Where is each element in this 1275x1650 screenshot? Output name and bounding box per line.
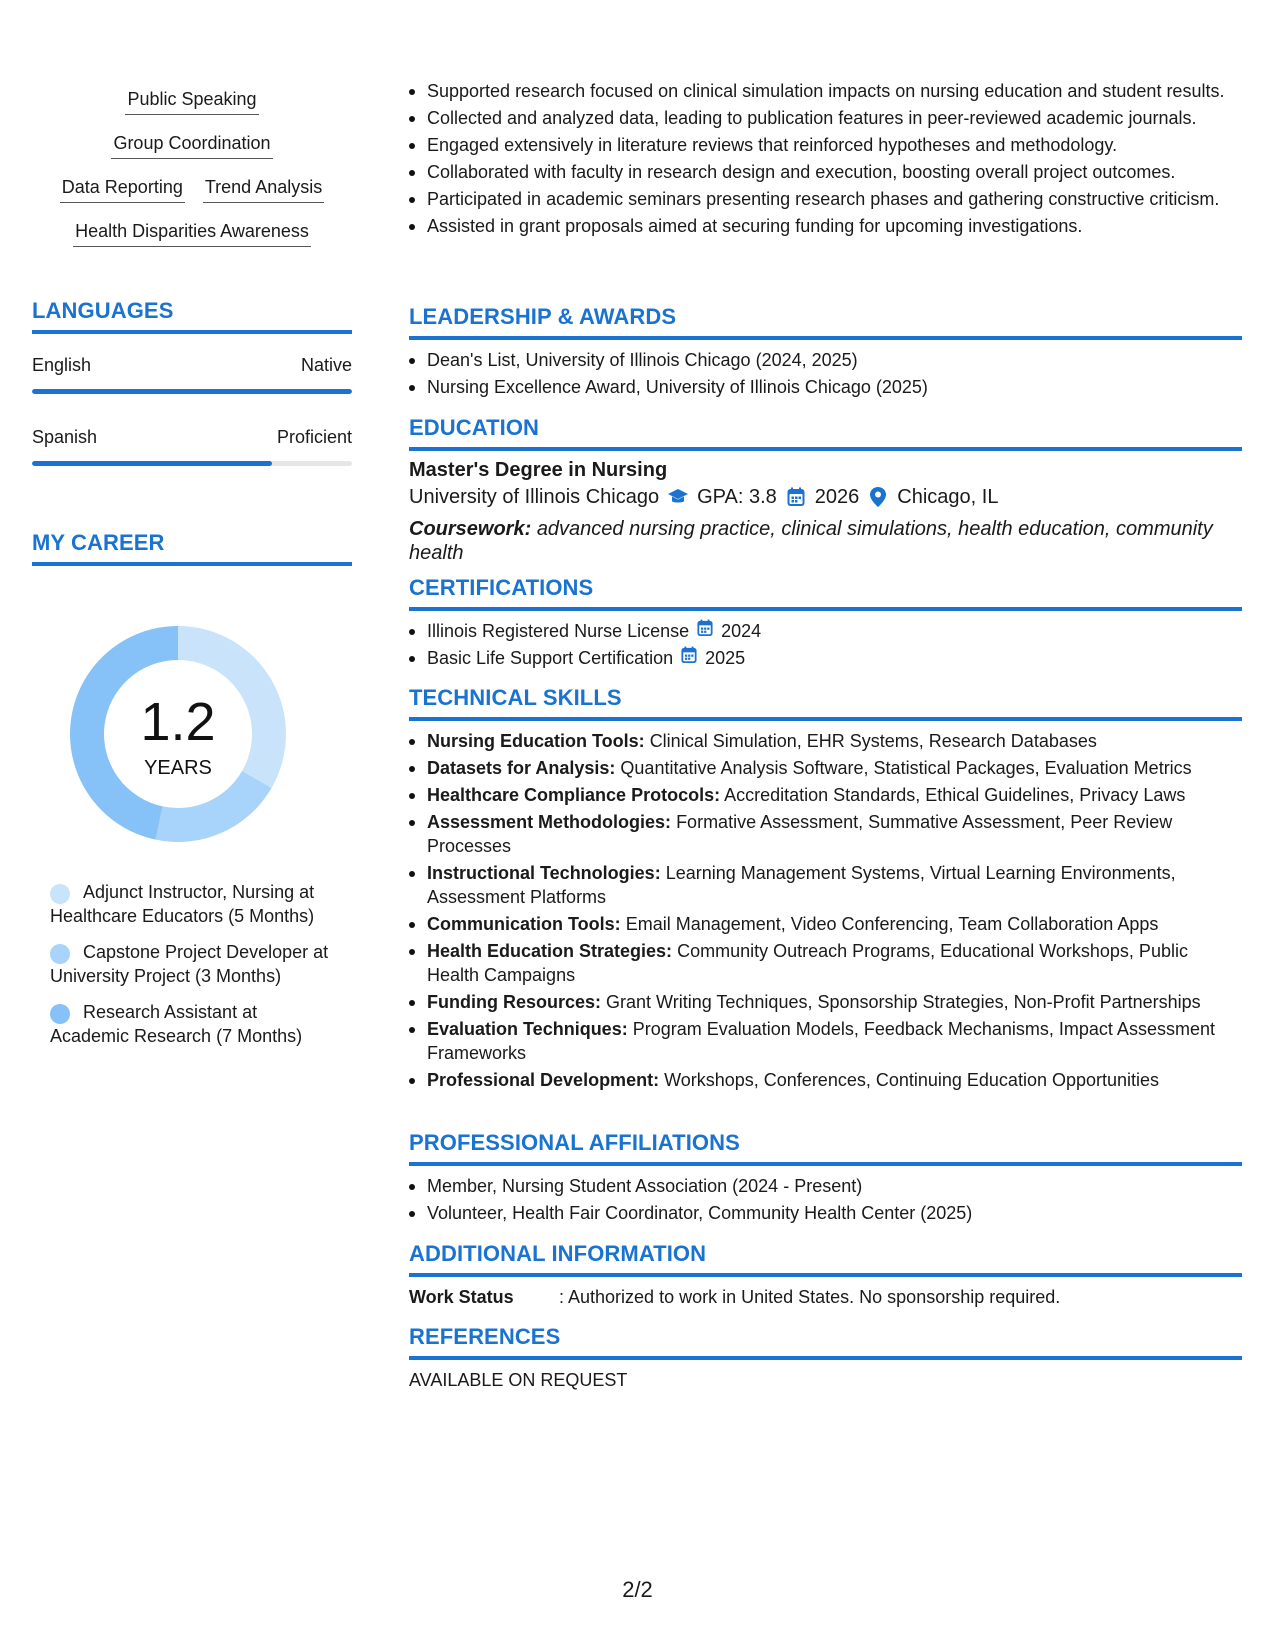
career-unit: YEARS bbox=[144, 757, 212, 779]
career-legend-item bbox=[50, 880, 330, 928]
list-item bbox=[427, 756, 1242, 780]
education-location: Chicago, IL bbox=[897, 486, 999, 508]
career-total: 1.2 bbox=[140, 692, 216, 752]
list-item: Member, Nursing Student Association (2024 - Present) bbox=[427, 1174, 1242, 1198]
coursework bbox=[409, 517, 1242, 565]
references-section bbox=[409, 1324, 1242, 1392]
section-title: ADDITIONAL INFORMATION bbox=[409, 1241, 707, 1266]
skill-values: Quantitative Analysis Software, Statistical Packages, Evaluation Metrics bbox=[620, 758, 1192, 778]
list-item: Collected and analyzed data, leading to publication features in peer-reviewed academic journals. bbox=[427, 106, 1242, 130]
section-title: MY CAREER bbox=[32, 530, 165, 555]
list-item: Collaborated with faculty in research design and execution, boosting overall project outcomes. bbox=[427, 160, 1242, 184]
additional-info-section bbox=[409, 1241, 1242, 1309]
certification-name: Illinois Registered Nurse License bbox=[427, 621, 690, 641]
section-divider bbox=[409, 1162, 1242, 1166]
skill-values: Clinical Simulation, EHR Systems, Research Databases bbox=[649, 731, 1097, 751]
coursework-text: advanced nursing practice, clinical simulations, health education, community health bbox=[409, 518, 1213, 564]
language-level-fill bbox=[32, 389, 352, 394]
list-item bbox=[427, 1068, 1242, 1092]
skill-values: Learning Management Systems, Virtual Learning Environments, Assessment Platforms bbox=[427, 863, 1176, 907]
section-divider bbox=[409, 1356, 1242, 1360]
skill-category: Nursing Education Tools: bbox=[427, 731, 645, 751]
skill-category: Assessment Methodologies: bbox=[427, 812, 672, 832]
section-title: PROFESSIONAL AFFILIATIONS bbox=[409, 1130, 740, 1155]
section-divider bbox=[409, 447, 1242, 451]
section-divider bbox=[409, 607, 1242, 611]
research-bullets bbox=[409, 79, 1242, 241]
education-section bbox=[409, 415, 1242, 565]
career-legend-item bbox=[50, 1000, 330, 1048]
certification-year: 2024 bbox=[721, 621, 762, 641]
language-level-bar bbox=[32, 461, 352, 466]
career-legend-item bbox=[50, 940, 330, 988]
languages-section bbox=[32, 298, 352, 466]
school-name: University of Illinois Chicago bbox=[409, 486, 660, 508]
section-divider bbox=[409, 717, 1242, 721]
references-text: AVAILABLE ON REQUEST bbox=[409, 1370, 628, 1390]
list-item: Supported research focused on clinical simulation impacts on nursing education and student results. bbox=[427, 79, 1242, 103]
section-divider bbox=[409, 336, 1242, 340]
graduation-year: 2026 bbox=[814, 486, 860, 508]
career-section-header bbox=[32, 530, 352, 566]
list-item bbox=[427, 810, 1242, 858]
skill-row bbox=[32, 130, 352, 159]
language-item bbox=[32, 354, 352, 394]
skill-category: Funding Resources: bbox=[427, 992, 602, 1012]
list-item bbox=[427, 939, 1242, 987]
skill-category: Evaluation Techniques: bbox=[427, 1019, 628, 1039]
list-item bbox=[427, 861, 1242, 909]
affiliations-section bbox=[409, 1130, 1242, 1228]
skill-row bbox=[32, 174, 352, 203]
list-item bbox=[427, 619, 1242, 643]
skill-values: Program Evaluation Models, Feedback Mechanisms, Impact Assessment Frameworks bbox=[427, 1019, 1215, 1063]
skill-category: Healthcare Compliance Protocols: bbox=[427, 785, 721, 805]
calendar-icon bbox=[785, 486, 807, 508]
list-item: Assisted in grant proposals aimed at securing funding for upcoming investigations. bbox=[427, 214, 1242, 238]
legend-dot bbox=[50, 1004, 70, 1024]
skill-values: Accreditation Standards, Ethical Guidelines, Privacy Laws bbox=[724, 785, 1186, 805]
location-pin-icon bbox=[867, 486, 889, 508]
list-item: Dean's List, University of Illinois Chicago (2024, 2025) bbox=[427, 348, 1242, 372]
section-divider bbox=[409, 1273, 1242, 1277]
skill-category: Communication Tools: bbox=[427, 914, 621, 934]
legend-dot bbox=[50, 944, 70, 964]
language-level: Native bbox=[300, 355, 352, 375]
skill-values: Workshops, Conferences, Continuing Education Opportunities bbox=[664, 1070, 1160, 1090]
skill-category: Datasets for Analysis: bbox=[427, 758, 616, 778]
calendar-icon bbox=[697, 619, 713, 643]
skill-values: Email Management, Video Conferencing, Team Collaboration Apps bbox=[625, 914, 1159, 934]
language-level-fill bbox=[32, 461, 272, 466]
section-divider bbox=[32, 330, 352, 334]
skill-chip: Health Disparities Awareness bbox=[73, 218, 311, 247]
certification-year: 2025 bbox=[705, 648, 746, 668]
list-item: Engaged extensively in literature reviews that reinforced hypotheses and methodology. bbox=[427, 133, 1242, 157]
legend-dot bbox=[50, 884, 70, 904]
skill-category: Professional Development: bbox=[427, 1070, 660, 1090]
degree-title: Master's Degree in Nursing bbox=[409, 459, 668, 481]
graduation-cap-icon bbox=[667, 486, 689, 508]
skill-category: Health Education Strategies: bbox=[427, 941, 673, 961]
list-item: Volunteer, Health Fair Coordinator, Community Health Center (2025) bbox=[427, 1201, 1242, 1225]
career-legend-text: Adjunct Instructor, Nursing at Healthcare Educators (5 Months) bbox=[50, 882, 315, 926]
skill-values: Grant Writing Techniques, Sponsorship Strategies, Non-Profit Partnerships bbox=[606, 992, 1201, 1012]
list-item: Nursing Excellence Award, University of Illinois Chicago (2025) bbox=[427, 375, 1242, 399]
section-title: EDUCATION bbox=[409, 415, 540, 440]
career-legend-text: Research Assistant at Academic Research (7 Months) bbox=[50, 1002, 303, 1046]
skill-chip: Trend Analysis bbox=[203, 174, 324, 203]
work-status-label: Work Status bbox=[409, 1287, 514, 1307]
certifications-section bbox=[409, 575, 1242, 673]
list-item bbox=[427, 1017, 1242, 1065]
skill-values: Formative Assessment, Summative Assessment, Peer Review Processes bbox=[427, 812, 1173, 856]
skill-values: Community Outreach Programs, Educational Workshops, Public Health Campaigns bbox=[427, 941, 1188, 985]
certification-name: Basic Life Support Certification bbox=[427, 648, 674, 668]
language-name: English bbox=[32, 355, 92, 375]
soft-skills-list bbox=[32, 86, 352, 262]
section-title: TECHNICAL SKILLS bbox=[409, 685, 622, 710]
leadership-section bbox=[409, 304, 1242, 402]
career-legend-text: Capstone Project Developer at University Project (3 Months) bbox=[50, 942, 329, 986]
page-number: 2/2 bbox=[622, 1577, 653, 1602]
section-divider bbox=[32, 562, 352, 566]
career-donut-chart bbox=[66, 622, 290, 846]
career-legend bbox=[50, 880, 330, 1060]
list-item bbox=[427, 646, 1242, 670]
list-item bbox=[427, 912, 1242, 936]
skill-chip: Group Coordination bbox=[111, 130, 272, 159]
list-item: Participated in academic seminars presenting research phases and gathering constructive criticism. bbox=[427, 187, 1242, 211]
language-name: Spanish bbox=[32, 427, 98, 447]
work-status-row bbox=[409, 1285, 1242, 1309]
work-status-value: : Authorized to work in United States. No sponsorship required. bbox=[559, 1287, 1061, 1307]
donut-slice bbox=[156, 771, 272, 842]
section-title: CERTIFICATIONS bbox=[409, 575, 594, 600]
skill-chip: Public Speaking bbox=[125, 86, 258, 115]
section-title: REFERENCES bbox=[409, 1324, 561, 1349]
skill-chip: Data Reporting bbox=[60, 174, 185, 203]
language-item bbox=[32, 426, 352, 466]
language-level-bar bbox=[32, 389, 352, 394]
coursework-label: Coursework: bbox=[409, 518, 532, 540]
list-item bbox=[427, 783, 1242, 807]
calendar-icon bbox=[681, 646, 697, 670]
section-title: LEADERSHIP & AWARDS bbox=[409, 304, 677, 329]
section-title: LANGUAGES bbox=[32, 298, 174, 323]
language-level: Proficient bbox=[276, 427, 352, 447]
skill-row bbox=[32, 218, 352, 247]
skill-row bbox=[32, 86, 352, 115]
skill-category: Instructional Technologies: bbox=[427, 863, 661, 883]
list-item bbox=[427, 990, 1242, 1014]
list-item bbox=[427, 729, 1242, 753]
gpa: GPA: 3.8 bbox=[697, 486, 777, 508]
technical-skills-section bbox=[409, 685, 1242, 1095]
education-meta bbox=[409, 483, 1242, 511]
